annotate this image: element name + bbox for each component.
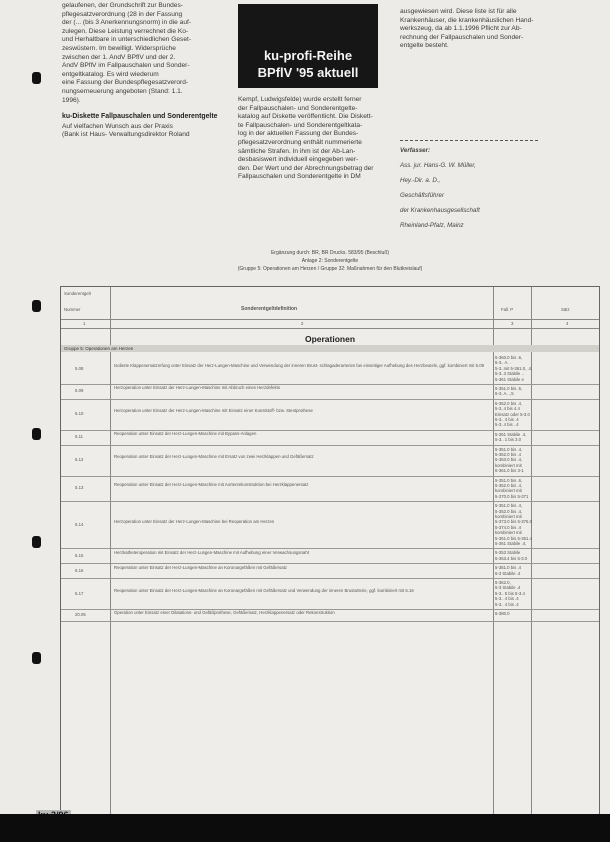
row-codes xyxy=(495,447,595,474)
row-definition: Reoperation unter Einsatz der Herz-Lungen-Maschine an Koronargefäßen mit Gefäßersatz und Verwendung der inneren Brustarterie, ggf. kombiniert mit 5.16 xyxy=(114,587,414,593)
row-codes xyxy=(495,550,595,561)
column-1-tail xyxy=(62,123,232,140)
table-row xyxy=(61,399,599,431)
row-code: 5-351.0 bis .4, xyxy=(495,503,523,509)
row-codes xyxy=(495,503,595,546)
body-text-line: rechnung der Fallpauschalen und Sonder- xyxy=(400,33,524,41)
row-code: 5-380.0 xyxy=(495,611,510,616)
header-col4: Sätz xyxy=(561,307,570,312)
body-text-line: ausgewiesen wird. Diese liste ist für alle xyxy=(400,8,517,15)
row-number: 5.15 xyxy=(75,552,84,558)
body-text-line: log in der aktuellen Fassung der Bundes- xyxy=(238,130,359,138)
body-text-line: Auf vielfachen Wunsch aus der Praxis xyxy=(62,122,173,130)
row-definition: Reoperation unter Einsatz der Herz-Lungen-Maschine mit Bypass-Anlagen xyxy=(114,431,257,437)
row-code: 5-353.0 bis .4, xyxy=(495,457,523,463)
row-code: 5-353 Stabile xyxy=(495,550,521,556)
text-column-3 xyxy=(400,8,550,51)
row-definition: Herzkatheteroperation mit Einsatz der Herz-Lungen-Maschine mit Aufhebung einer Verwachsungsnaht xyxy=(114,549,309,555)
body-text-line: entgeltkatalog. Es wird wiederum xyxy=(62,70,159,78)
body-text-line: nungserneuerung angeboten (Stand: 1.1. xyxy=(62,87,183,95)
group-heading: Gruppe 5: Operationen am Herzen xyxy=(61,345,599,352)
text-column-1 xyxy=(62,2,232,140)
table-row xyxy=(61,476,599,503)
sonderentgelt-table xyxy=(60,286,600,832)
promo-line-2: BPflV '95 aktuell xyxy=(257,65,359,80)
row-code: 5-361 Stabile .4, xyxy=(495,541,527,547)
body-text-line: zwischen der 1. AndV BPflV und der 2. xyxy=(62,53,176,61)
row-code: Einsatz oder 5-3.0 xyxy=(495,411,530,417)
author-line: der Krankenhausgesellschaft xyxy=(400,206,480,214)
promo-box xyxy=(238,4,378,88)
row-number: 5.08 xyxy=(75,365,84,371)
table-row xyxy=(61,353,599,385)
row-definition: Reoperation unter Einsatz der Herz-Lungen-Maschine mit Aortenrekonstruktion bei Herzklappenersatz xyxy=(114,482,309,488)
table-row xyxy=(61,384,599,400)
author-divider xyxy=(400,140,538,141)
row-codes xyxy=(495,580,595,607)
body-text-line: katalog auf Diskette veröffentlicht. Die Diskett- xyxy=(238,113,373,121)
index-1: 1 xyxy=(83,321,86,326)
row-code: 5-352.0 bis .4, xyxy=(495,508,523,514)
body-text-line: zulegen. Diese Leistung verrechnet die Ko- xyxy=(62,27,189,35)
row-codes xyxy=(495,432,595,443)
header-col3: Fall. P xyxy=(501,307,514,312)
row-code: kombiniert mit xyxy=(495,462,522,468)
row-code: 5-362.0, xyxy=(495,580,511,585)
header-left-top: Sonderentgelt xyxy=(64,291,91,296)
body-text-line: werkszeug, da ab 1.1.1996 Pflicht zur Ab- xyxy=(400,25,522,33)
row-code: 5-3..4 bis ..4 xyxy=(495,422,519,428)
body-text-line: 1996). xyxy=(62,96,81,104)
row-codes xyxy=(495,355,595,382)
punch-hole xyxy=(32,428,41,440)
punch-hole xyxy=(32,536,41,548)
row-definition: Isolierte Klappenersatzrefung unter Einsatz der Herz-Lungen-Maschine und Verwendung der inneren Brust- schlagaderarterien bei einseitiger Aufhebung des Herzbeutels, ggf. kombiniert mit 5.09 xyxy=(114,362,484,368)
author-line: Rheinland-Pfalz, Mainz xyxy=(400,221,464,229)
author-block xyxy=(400,140,538,237)
row-codes xyxy=(495,478,595,500)
row-code: 5-3.. 4 bis .4 xyxy=(495,417,519,423)
row-code: 5-352.0 bis .4, xyxy=(495,400,523,406)
header-left-bottom: Nummer xyxy=(64,307,81,312)
author-label: Verfasser: xyxy=(400,147,431,154)
promo-line-1: ku-profi-Reihe xyxy=(263,48,353,63)
row-definition: Herzoperation unter Einsatz der Herz-Lungen-Maschine mit Abbruch eines Herzdefekts xyxy=(114,385,280,391)
row-code: 5-3.. 1 bis 3.0 xyxy=(495,437,522,443)
table-caption-3: (Gruppe 5: Operationen am Herzen / Gruppe 32: Maßnahmen für den Blutkreislauf) xyxy=(237,266,423,272)
text-column-2 xyxy=(238,96,388,182)
body-text-line: pflegesatzverordnung (28 in der Fassung xyxy=(62,10,183,18)
column-1-heading: ku-Diskette Fallpauschalen und Sonderentgelte xyxy=(62,113,218,121)
table-caption-2: Anlage 2: Sonderentgelte xyxy=(301,258,359,264)
row-number: 5.13 xyxy=(75,485,84,491)
table-row xyxy=(61,548,599,564)
body-text-line: der Fallpauschalen- und Sonderentgelte- xyxy=(238,104,358,112)
row-code: 5-352.0 bis .4, xyxy=(495,483,523,488)
row-codes xyxy=(495,565,595,576)
row-code: 5-373.0 bis 5-376.0 xyxy=(495,519,533,525)
table-row xyxy=(61,430,599,446)
author-line: Hey.-Dir. a. D., xyxy=(400,176,441,184)
body-text-line: sämtliche Strafen. In ihm ist der Ab-Lan- xyxy=(238,147,356,155)
row-code: 5-361.0 bis 5-361.4 xyxy=(495,535,533,541)
body-text-line: gelaufenen, der Grundschrift zur Bundes- xyxy=(62,2,183,9)
author-lines xyxy=(400,162,538,231)
body-text-line: pflegesatzverordnung enthält nummerierte xyxy=(238,138,362,146)
row-code: 5-3.. 5 bis 5-3.4 xyxy=(495,590,525,596)
row-code: 5-360.0 bis .6, xyxy=(495,355,523,360)
row-definition: Herzoperation unter Einsatz der Herz-Lungen-Maschine bei Reoperation am Herzen xyxy=(114,518,275,524)
body-text-line: Krankenhäuser, die krankenhäuslichen Hand- xyxy=(400,16,534,24)
table-row xyxy=(61,578,599,610)
row-definition: Herzoperation unter Einsatz der Herz-Lungen-Maschine mit Einsatz einer Kunststoff- bzw. Stentprothese xyxy=(114,408,313,414)
body-text-line: den. Der Wert und der Abrechnungsbetrag der xyxy=(238,164,374,172)
row-codes xyxy=(495,401,595,428)
row-codes xyxy=(495,386,595,397)
author-line: Geschäftsführer xyxy=(400,191,445,199)
column-2-body xyxy=(238,96,388,182)
row-code: 5-3 Stabile .4 xyxy=(495,570,521,576)
row-code: 5-370.0 bis 5-371 xyxy=(495,493,529,499)
row-code: 5-3.. A. . xyxy=(495,360,512,366)
column-3-body xyxy=(400,8,550,51)
row-number: 5.17 xyxy=(75,590,84,596)
body-text-line: zeswüstern. Im bewilligt. Widersprüche xyxy=(62,44,176,52)
punch-hole xyxy=(32,72,41,84)
row-code: 5-3..4 bis 4.4 xyxy=(495,406,520,412)
author-line: Ass. jur. Hans-G. W. Müller, xyxy=(400,161,476,169)
row-number: 5.10 xyxy=(75,411,84,417)
row-code: 5-361 Stabile e xyxy=(495,376,524,382)
row-code: 5-374.0 bis .4 xyxy=(495,524,522,530)
table-row xyxy=(61,501,599,549)
row-code: kombiniert mit xyxy=(495,530,522,536)
row-code: 5-361.0 bis .4 xyxy=(495,565,522,571)
row-definition: Reoperation unter Einsatz der Herz-Lungen-Maschine mit Ersatz von zwei Herzklappen und Gefäßersatz xyxy=(114,454,314,460)
body-text-line: entgelte besteht. xyxy=(400,42,449,50)
index-3: 3 xyxy=(511,321,514,326)
body-text-line: Kempf, Ludwigsfelde) wurde erstellt ferner xyxy=(238,96,362,103)
row-number: 5.14 xyxy=(75,521,84,527)
row-code: kombiniert mit xyxy=(495,488,522,494)
row-divider xyxy=(61,328,599,329)
column-1-body xyxy=(62,2,232,105)
row-code: 5-3..3 Stabile .. xyxy=(495,371,524,377)
scan-bottom-edge xyxy=(0,814,610,842)
row-code: 5-351.0 bis .6, xyxy=(495,477,523,483)
body-text-line: Fallpauschalen und Sonderentgelte in DM xyxy=(238,173,361,181)
body-text-line: (Bank ist Haus- Verwaltungsdirektor Roland xyxy=(62,131,190,139)
header-definition: Sonderentgeltdefinition xyxy=(241,306,298,312)
row-number: 20.05 xyxy=(75,612,86,617)
row-code: 5-352.0 bis .4 xyxy=(495,452,522,457)
row-codes xyxy=(495,611,595,616)
body-text-line: der (... (bis 3 Anerkennungsnorm) in die auf- xyxy=(62,19,192,27)
row-code: 5-353.4 bis 5-3.0 xyxy=(495,555,528,561)
row-code: 5-361 Stabile .4, xyxy=(495,431,527,437)
row-code: 5-351.0 bis .4, xyxy=(495,446,523,452)
row-divider xyxy=(61,319,599,320)
row-code: 5-3.. 4 bis .4 xyxy=(495,596,519,602)
row-number: 5.16 xyxy=(75,567,84,573)
row-number: 5.09 xyxy=(75,388,84,394)
body-text-line: eine Fassung der Bundespflegesatzverord- xyxy=(62,79,189,87)
row-code: 5-361.0 bis 3-1 xyxy=(495,468,524,474)
table-row xyxy=(61,609,599,622)
table-caption-1: Ergänzung durch: BR, BR Drucks. 583/95 (Beschluß) xyxy=(270,250,390,256)
index-4: 4 xyxy=(566,321,569,326)
punch-holes xyxy=(0,0,60,842)
row-code: 5-3..A. .,5 xyxy=(495,391,514,397)
body-text-line: te Fallpauschalen- und Sonderentgeltkata- xyxy=(238,121,363,129)
row-code: 5-3..mit 5-361.0, .4, xyxy=(495,365,533,371)
punch-hole xyxy=(32,652,41,664)
row-code: kombiniert mit xyxy=(495,514,522,519)
row-number: 5.11 xyxy=(75,434,84,440)
section-title: Operationen xyxy=(304,334,356,344)
body-text-line: desbasiswert individuell eingegeben wer- xyxy=(238,156,359,164)
row-code: 5-3.. 4 bis .4 xyxy=(495,601,519,607)
table-row xyxy=(61,563,599,579)
punch-hole xyxy=(32,300,41,312)
row-code: 5-351.0 bis .6, xyxy=(495,386,523,391)
body-text-line: AndV BPflV im Fallpauschalen und Sonder- xyxy=(62,62,190,70)
index-2: 2 xyxy=(301,321,304,326)
row-definition: Operation unter Einsatz einer Dilatations- und Gefäßprothese, Gefäßersatz, Herzklappenersatz oder Rekonstruktion xyxy=(114,610,335,615)
row-number: 5.12 xyxy=(75,457,84,463)
body-text-line: und Herhaltbare in unterschiedlichen Geset- xyxy=(62,36,192,44)
row-definition: Reoperation unter Einsatz der Herz-Lungen-Maschine an Koronargefäßen mit Gefäßersatz xyxy=(114,564,287,570)
table-row xyxy=(61,445,599,477)
row-code: 5-3 Stabile .4 xyxy=(495,585,521,591)
